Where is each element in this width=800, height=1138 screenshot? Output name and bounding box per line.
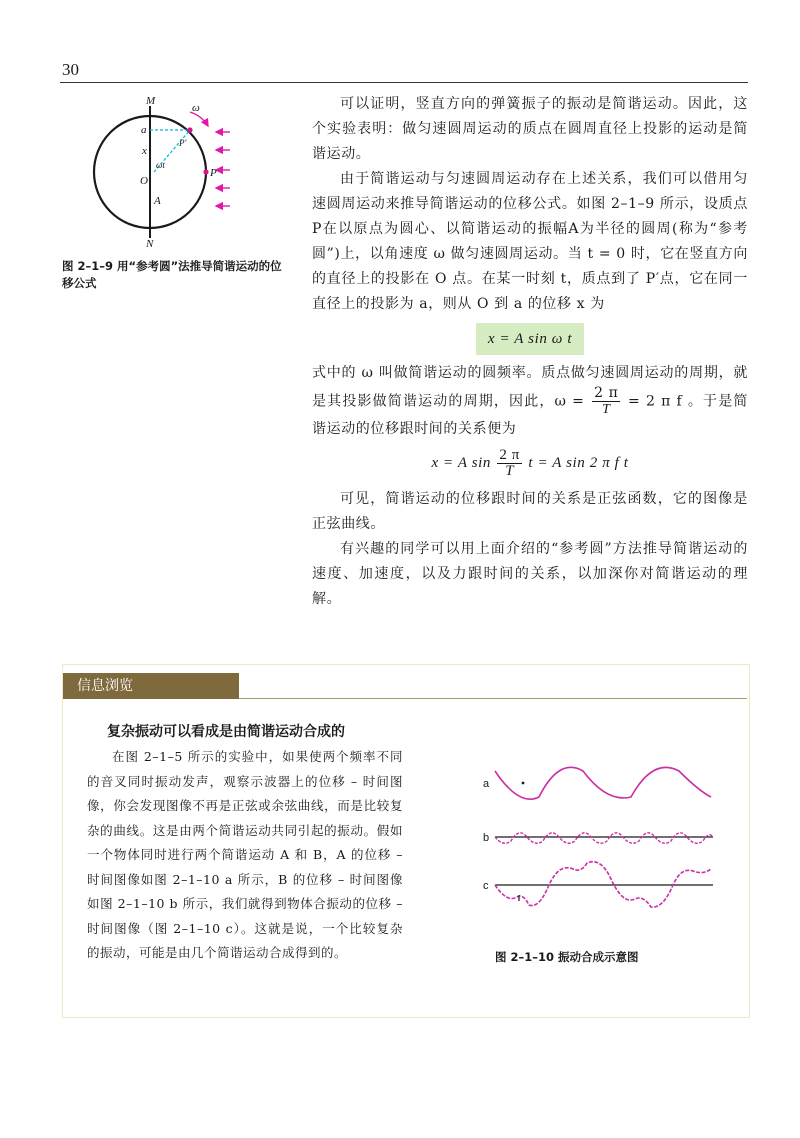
label-x: x	[142, 145, 147, 157]
header-rule	[60, 82, 748, 83]
light-arrows	[216, 132, 230, 206]
paragraph-4: 可见，简谐运动的位移跟时间的关系是正弦函数，它的图像是正弦曲线。	[312, 491, 748, 532]
info-paragraph: 在图 2–1–5 所示的实验中，如果使两个频率不同的音叉同时振动发声，观察示波器上的位移 – 时间图像，你会发现图像不再是正弦或余弦曲线，而是比较复杂的曲线。这是由两个简谐运动共同引起的振动。假如一个物体同时进行两个简谐运动 A 和 B，A 的位移 – 时间图像如图 2–1–10 a 所示，B 的位移 – 时间图像如图 2–1–10 b 所示，我们就得到物体合振动的位移 – 时间图像（图 2–1–10 c）。这就是说，一个比较复杂的振动，可能是由几个简谐运动合成得到的。	[87, 749, 403, 960]
rotation-arrow	[190, 112, 208, 126]
reference-circle-figure	[62, 92, 294, 252]
paragraph-3-start: 式中的 ω 叫做简谐运动的圆频率。质点做匀速圆周运动的周期，就是其投影做简谐运动的周期，因此，ω =	[312, 365, 748, 410]
label-o: O	[140, 175, 148, 187]
paragraph-3-end: = 2 π f 。于是简谐运动的位移跟时间的关系便为	[312, 393, 748, 437]
label-n: N	[146, 238, 154, 250]
info-tab-rule	[239, 698, 747, 699]
fraction-numerator: 2 π	[594, 385, 619, 401]
info-box	[62, 664, 750, 1018]
label-omega-t: ωt	[156, 160, 165, 170]
fraction2-denominator: T	[505, 463, 515, 479]
formula-displacement	[312, 448, 748, 479]
point-p-prime	[187, 127, 192, 132]
fraction-omega	[592, 386, 620, 417]
wave-label-b: b	[483, 832, 490, 844]
fraction-denominator: T	[602, 402, 611, 417]
label-omega: ω	[192, 102, 200, 114]
label-a: a	[141, 124, 147, 136]
formula2-left: x = A sin	[431, 454, 491, 471]
fraction-2pi-t	[497, 448, 522, 479]
wave-label-c: c	[483, 880, 489, 892]
figure-caption-2-1-9: 图 2–1–9 用“参考圆”法推导简谐运动的位移公式	[62, 259, 282, 290]
label-p: P	[210, 167, 217, 179]
wave-label-a: a	[483, 778, 490, 790]
wave-a	[495, 767, 711, 799]
wave-b	[495, 833, 713, 843]
formula-highlighted: x = A sin ω t	[476, 323, 584, 355]
paragraph-1: 可以证明，竖直方向的弹簧振子的振动是简谐运动。因此，这个实验表明：做匀速圆周运动的质点在圆周直径上投影的运动是简谐运动。	[312, 96, 748, 162]
fraction2-numerator: 2 π	[499, 447, 520, 463]
main-text	[312, 92, 748, 612]
paragraph-2: 由于简谐运动与匀速圆周运动存在上述关系，我们可以借用匀速圆周运动来推导简谐运动的位移公式。如图 2–1–9 所示，设质点P在以原点为圆心、以简谐运动的振幅A为半径的圆周(称为“参考圆”)上，以角速度 ω 做匀速圆周运动。当 t = 0 时，它在竖直方向的直径上的投影在 O 点。在某一时刻 t，质点到了 P′点，它在同一直径上的投影为 a，则从 O 到 a 的位移 x 为	[312, 171, 748, 312]
formula2-right: t = A sin 2 π f t	[528, 454, 629, 471]
info-tab: 信息浏览	[63, 673, 239, 699]
label-capital-a: A	[154, 195, 161, 207]
point-p	[203, 169, 208, 174]
page-number: 30	[62, 60, 79, 79]
wave-a-marker	[522, 782, 525, 785]
vibration-synthesis-figure	[483, 757, 723, 921]
info-text	[87, 745, 403, 966]
paragraph-5: 有兴趣的同学可以用上面介绍的“参考圆”方法推导简谐运动的速度、加速度，以及力跟时间的关系，以加深你对简谐运动的理解。	[312, 541, 748, 607]
figure-caption-2-1-10: 图 2–1–10 振动合成示意图	[495, 950, 639, 964]
paragraph-3	[312, 361, 748, 442]
label-p-prime: P'	[179, 138, 187, 148]
info-heading: 复杂振动可以看成是由简谐运动合成的	[107, 724, 345, 740]
label-m: M	[146, 95, 156, 107]
